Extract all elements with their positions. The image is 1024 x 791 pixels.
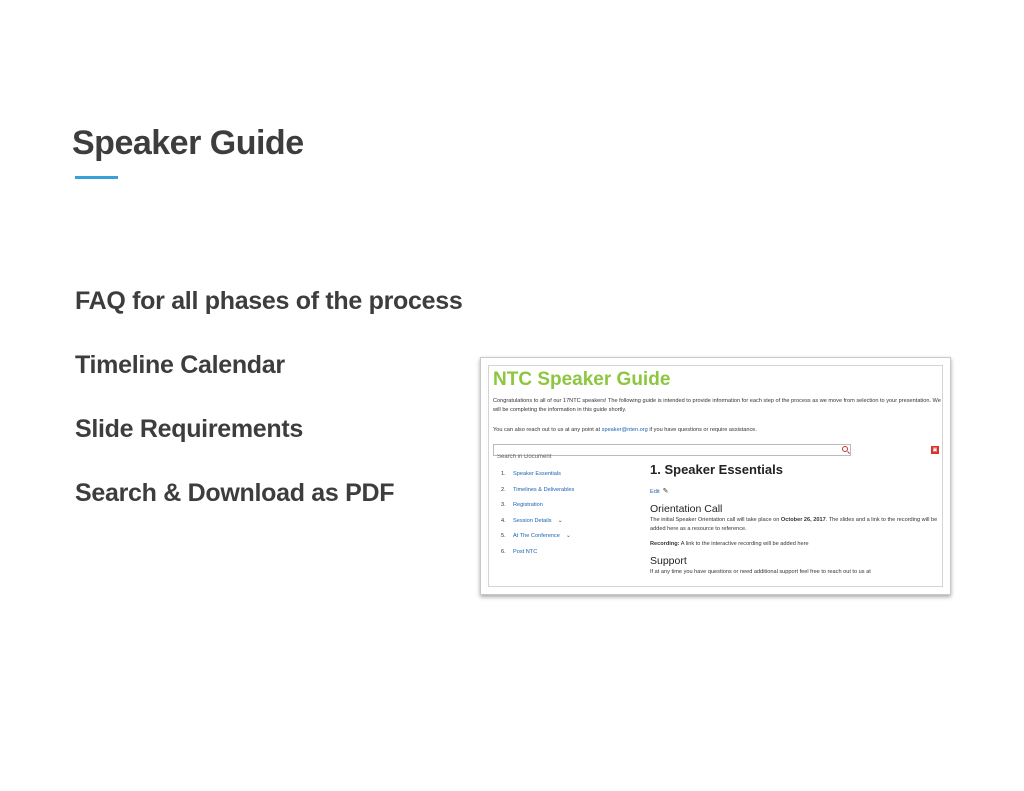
toc-link[interactable]: Post NTC bbox=[513, 548, 538, 555]
contact-suffix: if you have questions or require assistance. bbox=[649, 427, 757, 433]
orientation-text bbox=[650, 516, 943, 533]
guide-title: NTC Speaker Guide bbox=[493, 369, 671, 390]
toc-item[interactable] bbox=[501, 501, 574, 517]
recording-description: A link to the interactive recording will be added here bbox=[679, 541, 809, 547]
toc-number: 4. bbox=[501, 517, 506, 524]
section-title: 1. Speaker Essentials bbox=[650, 462, 783, 477]
toc-link[interactable]: At The Conference bbox=[513, 533, 560, 539]
bullet-item: Timeline Calendar bbox=[75, 351, 285, 379]
recording-label: Recording: bbox=[650, 541, 680, 547]
toc-link[interactable]: Speaker Essentials bbox=[513, 471, 561, 477]
toc-item[interactable] bbox=[501, 532, 574, 548]
bullet-item: Search & Download as PDF bbox=[75, 479, 395, 507]
orientation-heading: Orientation Call bbox=[650, 503, 723, 515]
title-accent-line bbox=[75, 176, 118, 179]
screenshot-page bbox=[488, 365, 943, 587]
search-icon[interactable] bbox=[842, 446, 848, 452]
toc-number: 2. bbox=[501, 486, 506, 493]
toc-number: 5. bbox=[501, 533, 506, 539]
support-heading: Support bbox=[650, 555, 687, 567]
contact-prefix: You can also reach out to us at any point at bbox=[493, 427, 601, 433]
toc-list bbox=[501, 470, 574, 563]
recording-text bbox=[650, 540, 943, 549]
toc-number: 1. bbox=[501, 471, 506, 477]
chevron-down-icon[interactable]: ⌄ bbox=[565, 533, 571, 539]
toc-link[interactable]: Registration bbox=[513, 502, 543, 508]
slide-title: Speaker Guide bbox=[72, 124, 304, 162]
toc-item[interactable] bbox=[501, 517, 574, 533]
speaker-guide-screenshot bbox=[480, 357, 951, 595]
contact-paragraph bbox=[493, 426, 943, 435]
bullet-item: Slide Requirements bbox=[75, 415, 303, 443]
search-input[interactable] bbox=[494, 452, 827, 462]
toc-item[interactable] bbox=[501, 486, 574, 502]
toc-link[interactable]: Timelines & Deliverables bbox=[513, 486, 575, 493]
pencil-icon[interactable]: ✎ bbox=[662, 488, 669, 495]
toc-number: 6. bbox=[501, 548, 506, 555]
pdf-icon[interactable]: ▣ bbox=[932, 447, 938, 453]
orientation-text-part: The initial Speaker Orientation call will take place on bbox=[650, 517, 780, 523]
toc-item[interactable] bbox=[501, 548, 574, 564]
orientation-date: October 26, 2017 bbox=[780, 517, 826, 523]
bullet-item: FAQ for all phases of the process bbox=[75, 287, 463, 315]
edit-link[interactable] bbox=[650, 487, 669, 495]
toc-item[interactable] bbox=[501, 470, 574, 486]
edit-label[interactable]: Edit bbox=[650, 489, 660, 495]
search-box bbox=[493, 444, 851, 456]
chevron-down-icon[interactable]: ⌄ bbox=[557, 517, 563, 524]
toc-link[interactable]: Session Details bbox=[513, 517, 552, 524]
bullet-list bbox=[75, 284, 462, 540]
orientation-text-part: . The slides and a link to the recording will be added here as a resource to reference. bbox=[650, 517, 938, 532]
intro-paragraph: Congratulations to all of our 17NTC speakers! The following guide is intended to provide information for each step of the process as we move from selection to your presentation. We will be completing the information in this guide shortly. bbox=[493, 398, 941, 413]
toc-number: 3. bbox=[501, 502, 506, 508]
support-text: If at any time you have questions or need additional support feel free to reach out to us at bbox=[650, 569, 871, 575]
contact-email-link[interactable]: speaker@nten.org bbox=[601, 427, 648, 433]
